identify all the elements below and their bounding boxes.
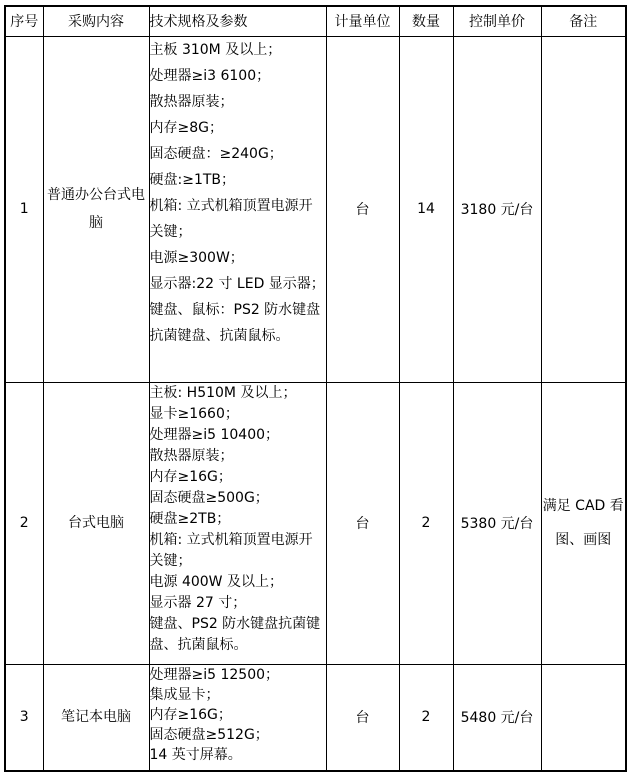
spec-line: 电源 400W 及以上； bbox=[149, 573, 283, 590]
spec-line: 固态硬盘≥512G； bbox=[149, 726, 269, 743]
cell-specs bbox=[149, 664, 326, 771]
cell-remark bbox=[541, 36, 626, 382]
cell-no: 2 bbox=[5, 382, 43, 664]
spec-line: 内存≥16G； bbox=[149, 706, 232, 723]
header-row bbox=[5, 6, 626, 36]
spec-line: 内存≥8G； bbox=[149, 119, 223, 136]
cell-price: 5480 元/台 bbox=[453, 664, 541, 771]
cell-unit: 台 bbox=[326, 664, 399, 771]
specs-list bbox=[150, 665, 326, 766]
col-header-specs: 技术规格及参数 bbox=[149, 6, 326, 36]
spec-line: 集成显卡； bbox=[149, 686, 220, 703]
cell-remark bbox=[541, 664, 626, 771]
spec-line: 主板 310M 及以上； bbox=[149, 41, 282, 58]
cell-qty: 14 bbox=[399, 36, 453, 382]
cell-specs bbox=[149, 36, 326, 382]
spec-line: 处理器≥i5 12500； bbox=[149, 666, 280, 683]
spec-line: 硬盘≥2TB； bbox=[149, 510, 231, 527]
table-row bbox=[5, 36, 626, 382]
spec-line: 机箱: 立式机箱顶置电源开关键； bbox=[149, 197, 313, 240]
cell-price: 5380 元/台 bbox=[453, 382, 541, 664]
cell-unit: 台 bbox=[326, 36, 399, 382]
spec-line: 硬盘:≥1TB； bbox=[149, 171, 236, 188]
col-header-item: 采购内容 bbox=[43, 6, 149, 36]
col-header-unit: 计量单位 bbox=[326, 6, 399, 36]
spec-line: 处理器≥i3 6100； bbox=[149, 67, 271, 84]
spec-line: 显示器:22 寸 LED 显示器； bbox=[149, 275, 325, 292]
spec-line: 处理器≥i5 10400； bbox=[149, 426, 280, 443]
spec-line: 固态硬盘：≥240G； bbox=[149, 145, 283, 162]
specs-list bbox=[150, 383, 326, 659]
spec-line: 显卡≥1660； bbox=[149, 405, 239, 422]
cell-no: 1 bbox=[5, 36, 43, 382]
cell-item: 普通办公台式电脑 bbox=[43, 36, 149, 382]
spec-line: 机箱: 立式机箱顶置电源开关键； bbox=[149, 531, 313, 569]
table-row bbox=[5, 382, 626, 664]
spec-line: 主板: H510M 及以上； bbox=[149, 384, 297, 401]
spec-line: 电源≥300W； bbox=[149, 249, 244, 266]
table-row bbox=[5, 664, 626, 771]
col-header-qty: 数量 bbox=[399, 6, 453, 36]
cell-price: 3180 元/台 bbox=[453, 36, 541, 382]
cell-no: 3 bbox=[5, 664, 43, 771]
spec-line: 14 英寸屏幕。 bbox=[149, 746, 242, 763]
cell-qty: 2 bbox=[399, 382, 453, 664]
spec-line: 散热器原装； bbox=[149, 447, 234, 464]
col-header-no: 序号 bbox=[5, 6, 43, 36]
col-header-remark: 备注 bbox=[541, 6, 626, 36]
cell-item: 台式电脑 bbox=[43, 382, 149, 664]
spec-line: 键盘、PS2 防水键盘抗菌键盘、抗菌鼠标。 bbox=[149, 615, 321, 653]
col-header-price: 控制单价 bbox=[453, 6, 541, 36]
spec-line: 固态硬盘≥500G； bbox=[149, 489, 269, 506]
spec-line: 键盘、鼠标：PS2 防水键盘抗菌键盘、抗菌鼠标。 bbox=[149, 301, 321, 344]
spec-line: 显示器 27 寸； bbox=[149, 594, 247, 611]
procurement-table bbox=[4, 5, 627, 772]
spec-line: 散热器原装； bbox=[149, 93, 234, 110]
cell-remark: 满足 CAD 看图、画图 bbox=[541, 382, 626, 664]
cell-item: 笔记本电脑 bbox=[43, 664, 149, 771]
spec-line: 内存≥16G； bbox=[149, 468, 232, 485]
cell-specs bbox=[149, 382, 326, 664]
specs-list bbox=[150, 37, 326, 377]
cell-unit: 台 bbox=[326, 382, 399, 664]
cell-qty: 2 bbox=[399, 664, 453, 771]
